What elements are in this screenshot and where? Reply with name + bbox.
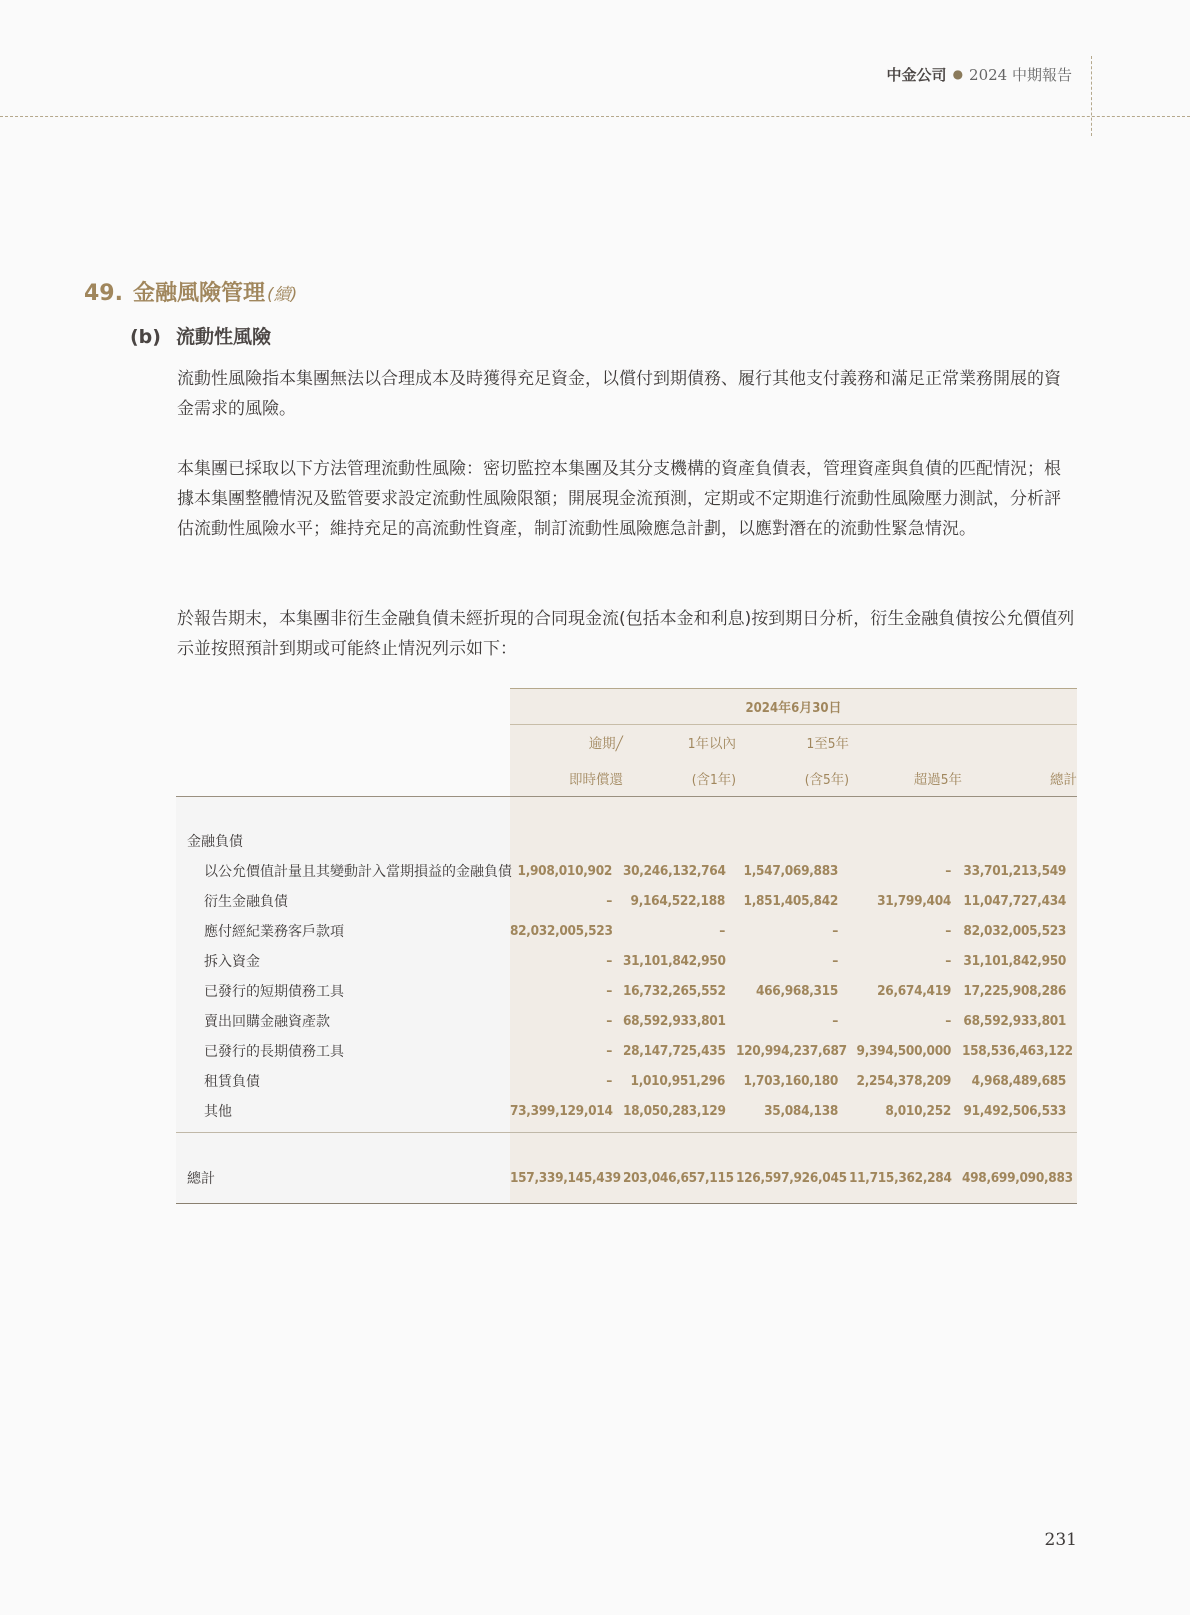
- row-value-cell: 30,246,132,764: [623, 863, 726, 879]
- row-value-cell: 18,050,283,129: [623, 1103, 726, 1119]
- row-label: 拆入資金: [204, 954, 260, 970]
- table-body: [176, 856, 1077, 1126]
- table-row: [176, 1006, 1077, 1036]
- row-value-cell: –: [606, 1073, 612, 1089]
- row-value-cell: 9,394,500,000: [856, 1043, 951, 1059]
- table-row: [176, 946, 1077, 976]
- liquidity-maturity-table: [176, 688, 1077, 1196]
- table-row: [176, 976, 1077, 1006]
- col-header-1-5y-line2: (含5年): [804, 772, 849, 788]
- row-label: 已發行的短期債務工具: [204, 984, 344, 1000]
- row-value-cell: 17,225,908,286: [963, 983, 1067, 999]
- row-value-cell: 2,254,378,209: [856, 1073, 951, 1089]
- col-header-within-1y-line1: 1年以內: [687, 736, 736, 752]
- row-value-cell: 4,968,489,685: [971, 1073, 1067, 1089]
- table-group-row: [176, 826, 1077, 856]
- subsection-letter: (b): [130, 326, 161, 348]
- row-label: 租賃負債: [204, 1074, 260, 1090]
- row-value-cell: –: [945, 923, 951, 939]
- row-value-cell: 1,703,160,180: [743, 1073, 838, 1089]
- row-value-cell: –: [719, 923, 725, 939]
- row-value-cell: 1,547,069,883: [743, 863, 838, 879]
- col-header-total-line1: [962, 724, 1077, 760]
- table-row: [176, 1066, 1077, 1096]
- group-label: 金融負債: [187, 834, 243, 850]
- row-value-cell: 9,164,522,188: [630, 893, 725, 909]
- bullet-separator: ●: [952, 67, 964, 81]
- table-header-row-2: [176, 760, 1077, 796]
- table-row: [176, 916, 1077, 946]
- row-value-cell: 120,994,237,687: [736, 1043, 847, 1059]
- row-value-cell: 68,592,933,801: [623, 1013, 726, 1029]
- row-value-cell: 8,010,252: [885, 1103, 951, 1119]
- header-divider-vertical: [1091, 56, 1092, 136]
- row-label: 其他: [204, 1104, 232, 1120]
- table-spacer: [176, 796, 1077, 826]
- section-number: 49.: [84, 281, 123, 306]
- header-divider: [0, 116, 1190, 117]
- row-value-cell: 33,701,213,549: [963, 863, 1067, 879]
- company-name: 中金公司: [886, 66, 947, 84]
- row-value-cell: 1,851,405,842: [743, 893, 838, 909]
- row-value-cell: 68,592,933,801: [963, 1013, 1067, 1029]
- col-header-total-line2: 總計: [1050, 772, 1078, 788]
- col-header-within-1y-line2: (含1年): [691, 772, 736, 788]
- row-value-cell: 31,101,842,950: [623, 953, 726, 969]
- row-value-cell: –: [832, 953, 838, 969]
- col-header-over-5y-line2: 超過5年: [913, 772, 962, 788]
- row-value-cell: –: [606, 1043, 612, 1059]
- row-value-cell: –: [945, 953, 951, 969]
- row-value-cell: –: [832, 1013, 838, 1029]
- table-row: [176, 1096, 1077, 1126]
- report-name: 2024 中期報告: [969, 66, 1072, 84]
- table-date-row: [176, 688, 1077, 724]
- total-cell: 498,699,090,883: [962, 1170, 1073, 1186]
- row-value-cell: 35,084,138: [764, 1103, 838, 1119]
- total-cell: 11,715,362,284: [849, 1170, 952, 1186]
- row-label: 應付經紀業務客戶款項: [204, 924, 344, 940]
- total-cell: 157,339,145,439: [510, 1170, 621, 1186]
- col-header-1-5y-line1: 1至5年: [806, 736, 849, 752]
- row-value-cell: –: [606, 1013, 612, 1029]
- row-value-cell: 11,047,727,434: [963, 893, 1067, 909]
- row-value-cell: 82,032,005,523: [510, 923, 613, 939]
- section-continued: (續): [267, 285, 298, 305]
- table-total-row: [176, 1160, 1077, 1196]
- paragraph-methods: 本集團已採取以下方法管理流動性風險：密切監控本集團及其分支機構的資產負債表，管理資產與負債的匹配情況；根據本集團整體情況及監管要求設定流動性風險限額；開展現金流預測，定期或不定期進行流動性風險壓力測試，分析評估流動性風險水平；維持充足的高流動性資產，制訂流動性風險應急計劃，以應對潛在的流動性緊急情況。: [177, 459, 1061, 539]
- table-bottom-rule: [176, 1203, 1077, 1204]
- table-spacer-2: [176, 1126, 1077, 1160]
- row-value-cell: 73,399,129,014: [510, 1103, 613, 1119]
- row-label: 賣出回購金融資產款: [204, 1014, 330, 1030]
- row-value-cell: 28,147,725,435: [623, 1043, 726, 1059]
- table-date: 2024年6月30日: [745, 700, 842, 716]
- section-title-text: 金融風險管理: [132, 281, 265, 306]
- row-value-cell: 91,492,506,533: [963, 1103, 1067, 1119]
- paragraph-definition: 流動性風險指本集團無法以合理成本及時獲得充足資金，以償付到期債務、履行其他支付義務和滿足正常業務開展的資金需求的風險。: [177, 369, 1061, 419]
- total-label: 總計: [187, 1171, 215, 1187]
- subsection-title: [130, 322, 271, 349]
- running-header: [887, 64, 1072, 85]
- row-value-cell: –: [606, 983, 612, 999]
- col-header-overdue-line1: 逾期╱: [588, 736, 623, 752]
- table-row: [176, 886, 1077, 916]
- page-number: 231: [1044, 1530, 1077, 1550]
- section-title: [84, 276, 297, 307]
- row-label: 以公允價值計量且其變動計入當期損益的金融負債: [204, 864, 512, 880]
- row-value-cell: –: [945, 1013, 951, 1029]
- paragraph-table-intro: 於報告期末，本集團非衍生金融負債未經折現的合同現金流(包括本金和利息)按到期日分析，衍生金融負債按公允價值列示並按照預計到期或可能終止情況列示如下：: [177, 609, 1075, 659]
- row-value-cell: –: [606, 953, 612, 969]
- row-value-cell: 82,032,005,523: [963, 923, 1067, 939]
- row-value-cell: 31,101,842,950: [963, 953, 1067, 969]
- table-header-row-1: [176, 724, 1077, 760]
- row-value-cell: 31,799,404: [877, 893, 951, 909]
- row-value-cell: –: [606, 893, 612, 909]
- row-value-cell: 1,010,951,296: [630, 1073, 725, 1089]
- row-value-cell: 158,536,463,122: [962, 1043, 1073, 1059]
- col-header-over-5y-line1: [849, 724, 962, 760]
- table-row: [176, 1036, 1077, 1066]
- row-value-cell: 1,908,010,902: [517, 863, 612, 879]
- row-value-cell: –: [945, 863, 951, 879]
- row-value-cell: 466,968,315: [756, 983, 838, 999]
- row-value-cell: 26,674,419: [877, 983, 951, 999]
- row-value-cell: –: [832, 923, 838, 939]
- total-cell: 203,046,657,115: [623, 1170, 734, 1186]
- table-row: [176, 856, 1077, 886]
- row-label: 衍生金融負債: [204, 894, 288, 910]
- row-value-cell: 16,732,265,552: [623, 983, 726, 999]
- row-label: 已發行的長期債務工具: [204, 1044, 344, 1060]
- subsection-title-text: 流動性風險: [176, 326, 272, 348]
- total-cell: 126,597,926,045: [736, 1170, 847, 1186]
- col-header-overdue-line2: 即時償還: [569, 772, 623, 788]
